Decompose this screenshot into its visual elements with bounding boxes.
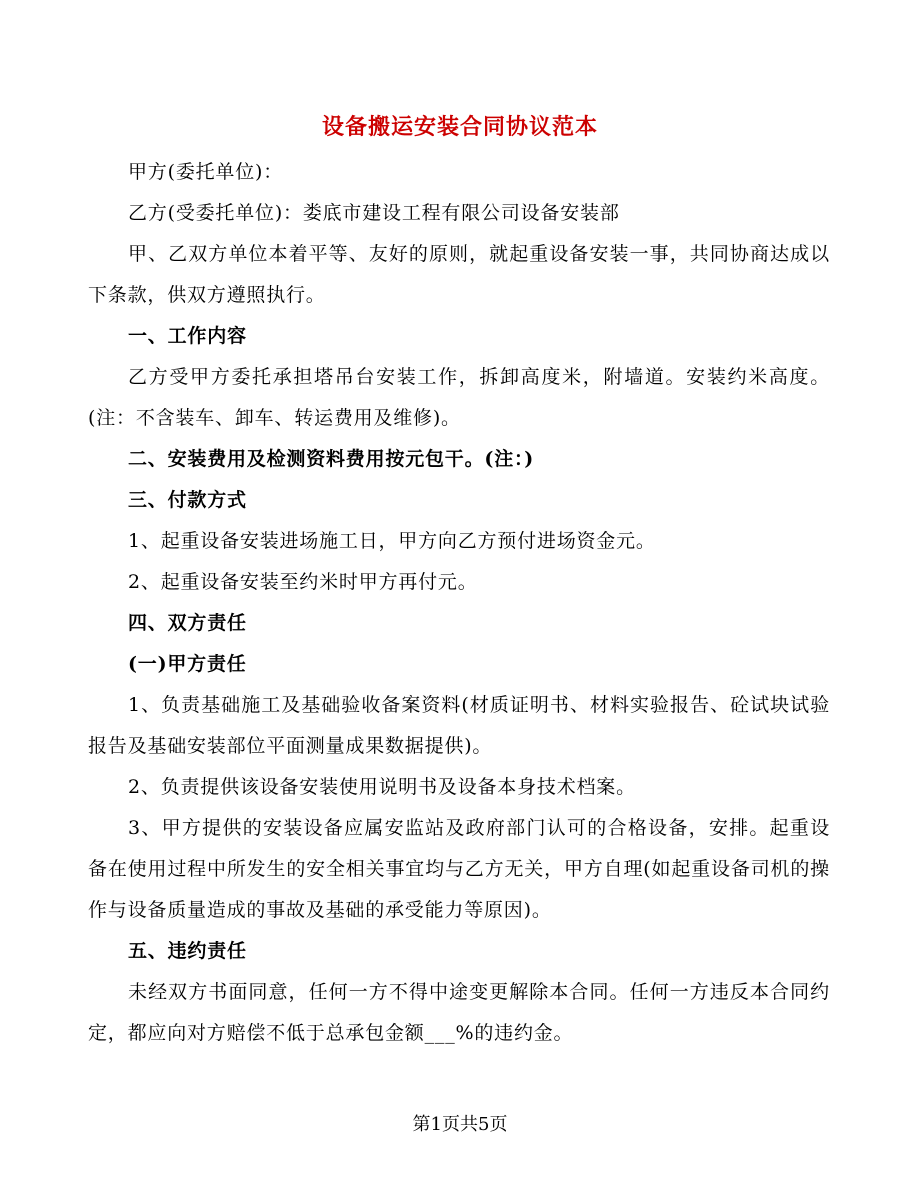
paragraph-party-a: 甲方(委托单位)： [128, 161, 284, 183]
paragraph-payment-2: 2、起重设备安装至约米时甲方再付元。 [128, 571, 478, 593]
paragraph-payment-1: 1、起重设备安装进场施工日，甲方向乙方预付进场资金元。 [128, 530, 656, 552]
paragraph-responsibility-2: 2、负责提供该设备安装使用说明书及设备本身技术档案。 [128, 776, 636, 798]
paragraph-party-b: 乙方(受委托单位)：娄底市建设工程有限公司设备安装部 [128, 202, 620, 224]
paragraph-intro: 甲、乙双方单位本着平等、友好的原则，就起重设备安装一事，共同协商达成以下条款，供双方遵照执行。 [88, 243, 830, 306]
heading-payment: 三、付款方式 [128, 489, 247, 511]
document-body [88, 152, 830, 1054]
heading-breach: 五、违约责任 [128, 940, 247, 962]
paragraph-work-content: 乙方受甲方委托承担塔吊台安装工作，拆卸高度米，附墙道。安装约米高度。(注：不含装车、卸车、转运费用及维修)。 [88, 366, 830, 429]
document-title: 设备搬运安装合同协议范本 [321, 114, 598, 140]
page-number-footer: 第1页共5页 [412, 1114, 508, 1135]
heading-work-content: 一、工作内容 [128, 325, 247, 347]
paragraph-breach: 未经双方书面同意，任何一方不得中途变更解除本合同。任何一方违反本合同约定，都应向对方赔偿不低于总承包金额___%的违约金。 [88, 981, 830, 1044]
paragraph-responsibility-3: 3、甲方提供的安装设备应属安监站及政府部门认可的合格设备，安排。起重设备在使用过程中所发生的安全相关事宜均与乙方无关，甲方自理(如起重设备司机的操作与设备质量造成的事故及基础的承受能力等原因)。 [88, 817, 830, 921]
heading-fees: 二、安装费用及检测资料费用按元包干。(注：) [128, 448, 535, 470]
heading-party-a-responsibilities: (一)甲方责任 [128, 653, 247, 675]
paragraph-responsibility-1: 1、负责基础施工及基础验收备案资料(材质证明书、材料实验报告、砼试块试验报告及基础安装部位平面测量成果数据提供)。 [88, 694, 830, 757]
heading-responsibilities: 四、双方责任 [128, 612, 247, 634]
